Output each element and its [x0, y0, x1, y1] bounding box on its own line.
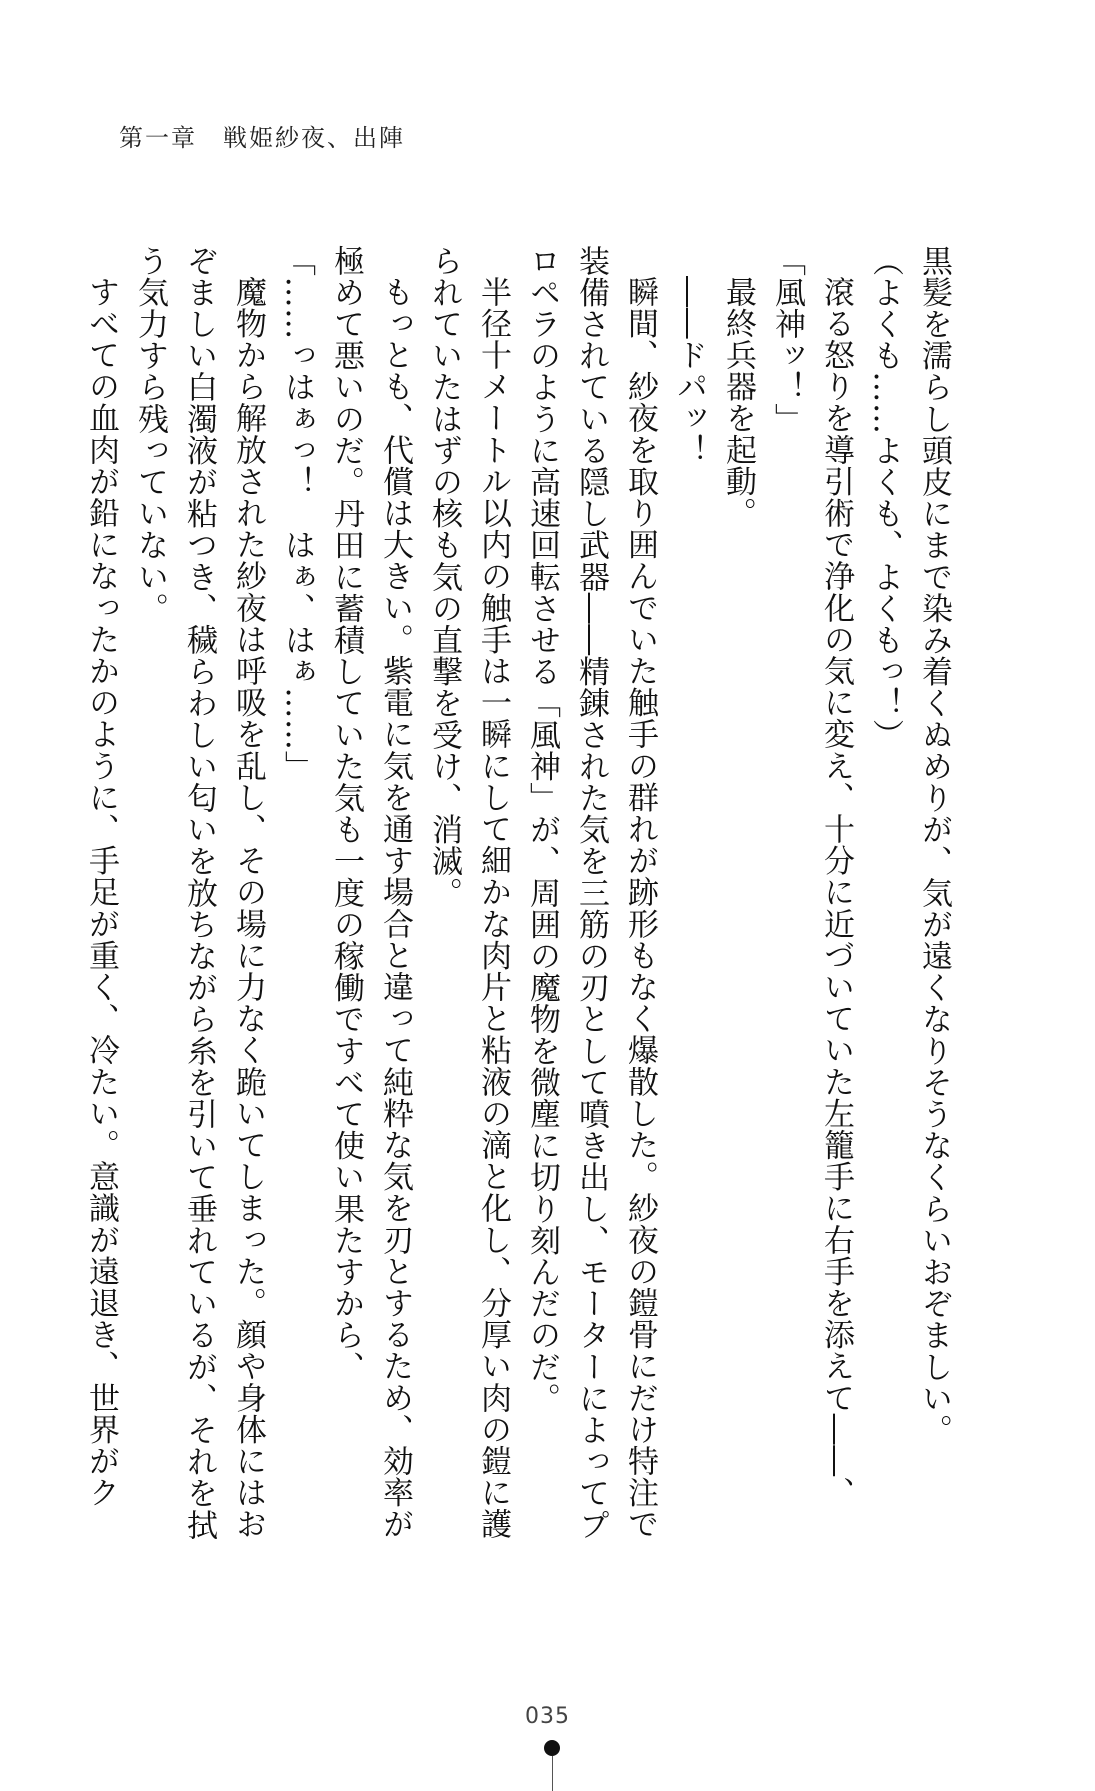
paragraph: 最終兵器を起動。: [720, 276, 756, 529]
paragraph: すべての血肉が鉛になったかのように、手足が重く、冷たい。意識が遠退き、世界がク: [83, 276, 119, 1509]
paragraph: 瞬間、紗夜を取り囲んでいた触手の群れが跡形もなく爆散した。紗夜の鎧骨にだけ特注で装備されている隠し武器――精錬された気を三筋の刃として噴き出し、モーターによってプロペラのように高速回転させる「風神」が、周囲の魔物を微塵に切り刻んだのだ。: [524, 245, 658, 1541]
page-number: 035: [525, 1704, 570, 1729]
body-text: [83, 245, 958, 1565]
running-head: 第一章 戦姫紗夜、出陣: [119, 124, 405, 152]
page-marker-dot-icon: [544, 1740, 560, 1756]
paragraph: ――ドパッ！: [671, 276, 707, 466]
page-marker-line: [552, 1756, 553, 1791]
paragraph: 滾る怒りを導引術で浄化の気に変え、十分に近づいていた左籠手に右手を添えて――、: [818, 276, 854, 1509]
paragraph: 「……っはぁっ！ はぁ、はぁ……」: [279, 245, 315, 783]
paragraph: 半径十メートル以内の触手は一瞬にして細かな肉片と粘液の滴と化し、分厚い肉の鎧に護られていたはずの核も気の直撃を受け、消滅。: [426, 245, 511, 1540]
paragraph: 「風神ッ！」: [769, 245, 805, 435]
paragraph: 黒髪を濡らし頭皮にまで染み着くぬめりが、気が遠くなりそうなくらいおぞましい。: [916, 245, 952, 1446]
paragraph: 魔物から解放された紗夜は呼吸を乱し、その場に力なく跪いてしまった。顔や身体にはおぞましい白濁液が粘つき、穢らわしい匂いを放ちながら糸を引いて垂れているが、それを拭う気力すら残っていない。: [132, 245, 266, 1541]
paragraph: （よくも……よくも、よくもっ！）: [867, 245, 903, 751]
paragraph: もっとも、代償は大きい。紫電に気を通す場合と違って純粋な気を刃とするため、効率が極めて悪いのだ。丹田に蓄積していた気も一度の稼働ですべて使い果たすから、: [328, 245, 413, 1540]
